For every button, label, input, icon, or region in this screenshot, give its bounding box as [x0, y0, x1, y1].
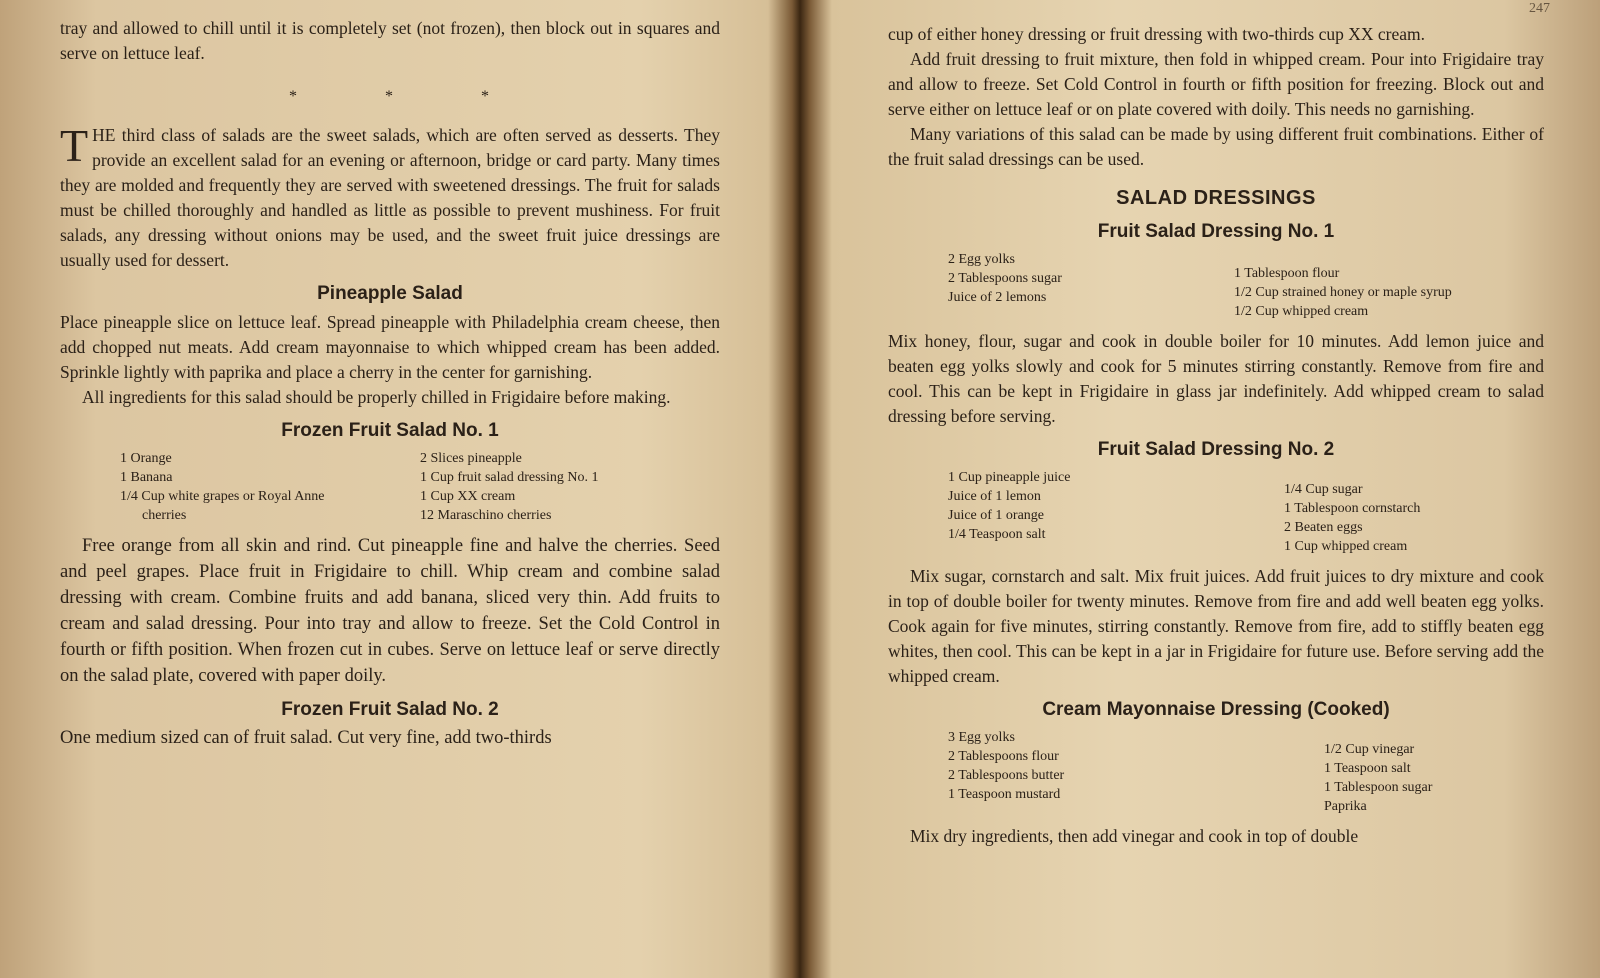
ingredient: 2 Beaten eggs	[1284, 520, 1363, 535]
ingredient: 1 Tablespoon flour	[1234, 266, 1340, 281]
ingredient: 2 Tablespoons butter	[948, 768, 1065, 783]
ingredients-column-right	[420, 449, 680, 525]
fruit-salad-dressing-1-ingredients	[948, 250, 1504, 321]
ingredient: 1 Cup XX cream	[420, 489, 516, 504]
intro-paragraph: tray and allowed to chill until it is completely set (not frozen), then block out in squares and serve on lettuce leaf.	[60, 18, 720, 63]
ingredient: Juice of 1 orange	[948, 508, 1045, 523]
ingredient: 1 Tablespoon sugar	[1324, 780, 1433, 795]
pineapple-directions: Place pineapple slice on lettuce leaf. Spread pineapple with Philadelphia cream cheese, then add chopped nut meats. Add cream mayonnaise to which whipped cream has been added. Sprinkle lightly with paprika and place a cherry in the center for garnishing.	[60, 312, 720, 382]
ingredient: 1 Cup fruit salad dressing No. 1	[420, 470, 599, 485]
ingredients-column-right	[1284, 480, 1504, 556]
ingredient: 1 Teaspoon salt	[1324, 761, 1411, 776]
ingredients-column-right	[1324, 740, 1504, 816]
ingredient: Juice of 2 lemons	[948, 290, 1047, 305]
frozen-fruit-salad-2-directions: One medium sized can of fruit salad. Cut very fine, add two-thirds	[60, 728, 552, 748]
ingredient: cherries	[142, 508, 187, 523]
section-divider: * * *	[289, 88, 531, 105]
right-page	[808, 0, 1600, 978]
ingredient: 1 Cup pineapple juice	[948, 470, 1071, 485]
salad-dressings-heading: SALAD DRESSINGS	[1116, 187, 1316, 209]
frozen-fruit-salad-1-ingredients	[120, 449, 680, 525]
cream-mayonnaise-title: Cream Mayonnaise Dressing (Cooked)	[1042, 699, 1390, 720]
fruit-salad-dressing-2-title: Fruit Salad Dressing No. 2	[1097, 439, 1335, 460]
ingredient: 1 Banana	[120, 470, 173, 485]
ingredient: 1/2 Cup whipped cream	[1234, 304, 1369, 319]
sweet-salads-paragraph	[60, 120, 720, 273]
ingredient: 1 Tablespoon cornstarch	[1284, 501, 1421, 516]
ingredient: 2 Tablespoons flour	[948, 749, 1059, 764]
ingredient: 1/2 Cup vinegar	[1324, 742, 1415, 757]
left-page	[0, 0, 790, 978]
ingredient: 2 Egg yolks	[948, 252, 1015, 267]
ingredient: Paprika	[1324, 799, 1367, 814]
ingredient: Juice of 1 lemon	[948, 489, 1041, 504]
ingredients-column-right	[1234, 264, 1504, 321]
page-number: 247	[1529, 1, 1550, 16]
frozen-fruit-salad-1-directions: Free orange from all skin and rind. Cut pineapple fine and halve the cherries. Seed and peel grapes. Place fruit in Frigidaire to chill. Whip cream and combine salad dressing with cream. Combine fruits and add banana, sliced very thin. Add fruits to cream and salad dressing. Pour into tray and allow to freeze. Set the Cold Control in fourth or fifth position. When frozen cut in cubes. Serve on lettuce leaf or serve directly on the salad plate, covered with paper doily.	[60, 536, 720, 686]
ingredients-column-left	[948, 250, 1062, 321]
ingredient: 1/4 Cup white grapes or Royal Anne	[120, 489, 325, 504]
ingredient: 2 Tablespoons sugar	[948, 271, 1062, 286]
ingredients-column-left	[120, 449, 325, 525]
frozen-fruit-salad-2-title: Frozen Fruit Salad No. 2	[281, 699, 499, 720]
frozen-fruit-salad-1-title: Frozen Fruit Salad No. 1	[281, 420, 499, 441]
pineapple-note: All ingredients for this salad should be properly chilled in Frigidaire before making.	[82, 387, 671, 407]
ingredient: 1 Teaspoon mustard	[948, 787, 1061, 802]
sweet-salads-text: HE third class of salads are the sweet salads, which are often served as desserts. They provide an excellent salad for an evening or afternoon, bridge or card party. Many times they are molded and frequently they are served with sweetened dressings. The fruit for salads must be chilled thoroughly and handled as little as possible to prevent mushiness. For fruit salads, any dressing without onions may be used, and the sweet fruit juice dressings are usually used for dessert.	[60, 125, 720, 270]
ingredient: 1/4 Cup sugar	[1284, 482, 1363, 497]
cream-mayonnaise-ingredients	[948, 728, 1504, 816]
ingredient: 1/2 Cup strained honey or maple syrup	[1234, 285, 1452, 300]
ingredient: 1/4 Teaspoon salt	[948, 527, 1046, 542]
ingredient: 1 Orange	[120, 451, 172, 466]
fruit-salad-dressing-2-directions: Mix sugar, cornstarch and salt. Mix fruit juices. Add fruit juices to dry mixture and cook in top of double boiler for twenty minutes. Remove from fire and add well beaten egg yolks. Cook again for five minutes, stirring constantly. Remove from fire, add to stiffly beaten egg whites, then cool. This can be kept in a jar in Frigidaire for future use. Before serving add the whipped cream.	[888, 566, 1544, 686]
ingredients-column-left	[948, 468, 1070, 556]
frozen-salad-variations: Many variations of this salad can be made by using different fruit combinations. Either of the fruit salad dressings can be used.	[888, 124, 1544, 169]
fruit-salad-dressing-2-ingredients	[948, 468, 1504, 556]
drop-cap: T	[60, 120, 89, 171]
continued-paragraph: cup of either honey dressing or fruit dressing with two-thirds cup XX cream.	[888, 24, 1426, 44]
pineapple-salad-title: Pineapple Salad	[317, 283, 463, 304]
fruit-salad-dressing-1-directions: Mix honey, flour, sugar and cook in double boiler for 10 minutes. Add lemon juice and beaten egg yolks slowly and cook for 5 minutes stirring constantly. Remove from fire and cool. This can be kept in Frigidaire in glass jar indefinitely. Add whipped cream to salad dressing before serving.	[888, 331, 1544, 426]
ingredient: 12 Maraschino cherries	[420, 508, 552, 523]
fruit-salad-dressing-1-title: Fruit Salad Dressing No. 1	[1097, 221, 1335, 242]
frozen-salad-method: Add fruit dressing to fruit mixture, then fold in whipped cream. Pour into Frigidaire tray and allow to freeze. Set Cold Control in fourth or fifth position for freezing. Block out and serve either on lettuce leaf or on plate covered with doily. This needs no garnishing.	[888, 49, 1544, 119]
ingredient: 3 Egg yolks	[948, 730, 1015, 745]
cream-mayonnaise-directions: Mix dry ingredients, then add vinegar and cook in top of double	[910, 826, 1359, 846]
ingredient: 2 Slices pineapple	[420, 451, 522, 466]
ingredients-column-left	[948, 728, 1064, 816]
ingredient: 1 Cup whipped cream	[1284, 539, 1408, 554]
